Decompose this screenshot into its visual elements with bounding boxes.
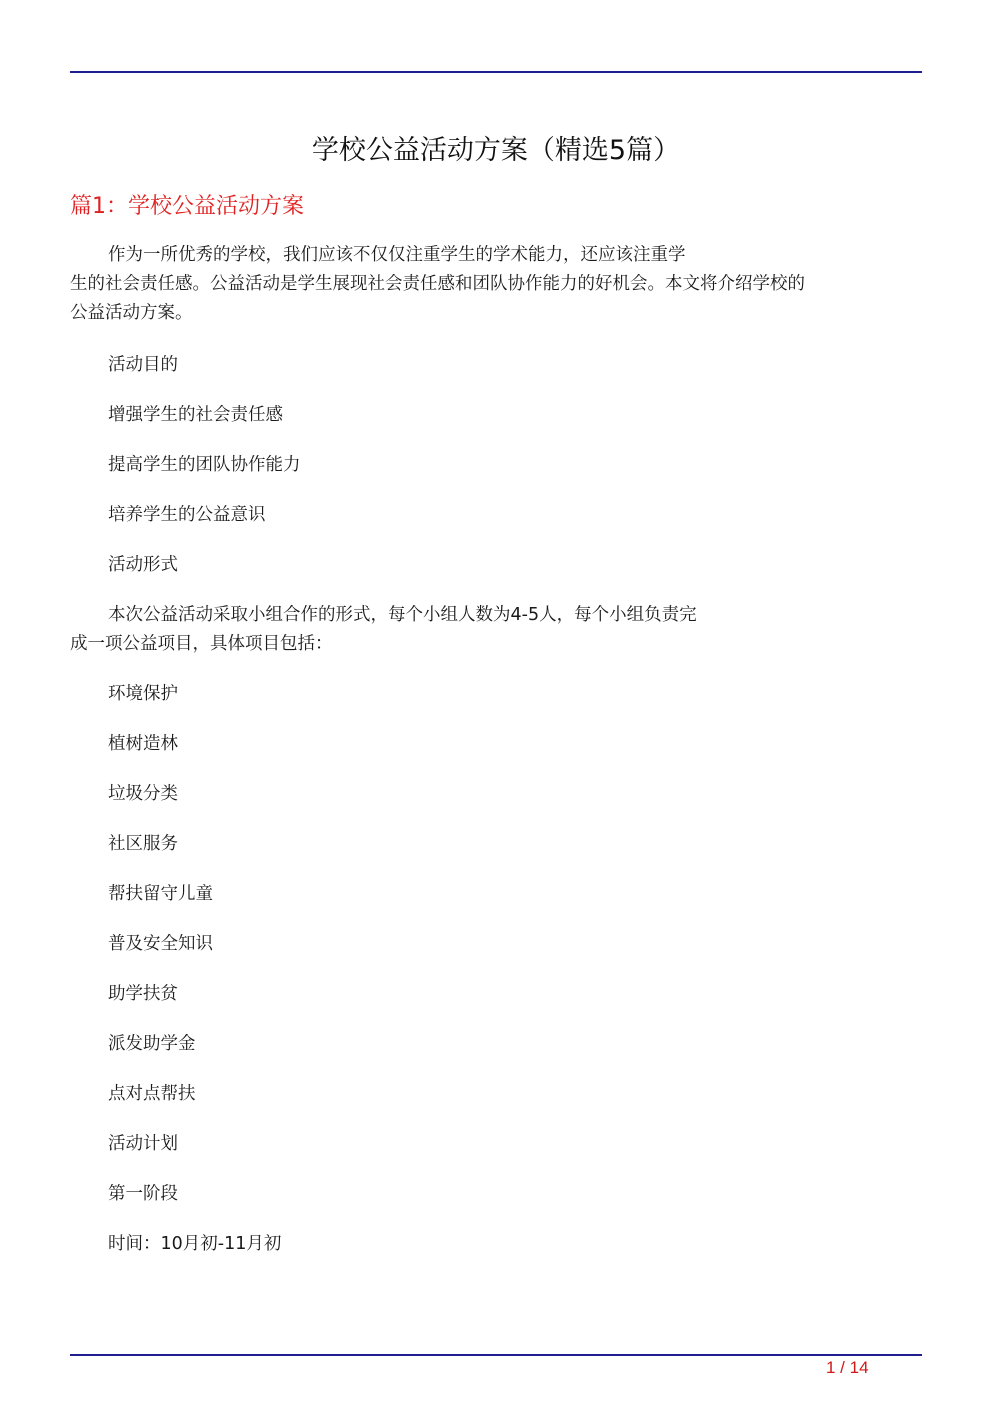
paragraph-line: 生的社会责任感。公益活动是学生展现社会责任感和团队协作能力的好机会。本文将介绍学校的 <box>70 274 805 294</box>
footer-rule <box>70 1354 922 1356</box>
text-line: 活动形式 <box>108 555 178 575</box>
text-line: 垃圾分类 <box>108 784 178 804</box>
text-line: 培养学生的公益意识 <box>108 505 266 525</box>
text-line: 植树造林 <box>108 734 178 754</box>
text-line: 提高学生的团队协作能力 <box>108 455 301 475</box>
text-line: 帮扶留守儿童 <box>108 884 213 904</box>
paragraph-line: 公益活动方案。 <box>70 303 193 323</box>
text-line: 活动计划 <box>108 1134 178 1154</box>
paragraph-line: 本次公益活动采取小组合作的形式，每个小组人数为4-5人，每个小组负责完 <box>108 605 697 625</box>
text-line: 活动目的 <box>108 355 178 375</box>
paragraph-line: 成一项公益项目，具体项目包括： <box>70 634 333 654</box>
document-title: 学校公益活动方案（精选5篇） <box>311 135 681 166</box>
section-heading: 篇1：学校公益活动方案 <box>70 194 304 219</box>
header-rule <box>70 71 922 73</box>
text-line: 第一阶段 <box>108 1184 178 1204</box>
form-paragraph <box>70 601 922 659</box>
text-line: 时间：10月初-11月初 <box>108 1234 282 1254</box>
text-line: 派发助学金 <box>108 1034 196 1054</box>
text-line: 普及安全知识 <box>108 934 213 954</box>
text-line: 环境保护 <box>108 684 178 704</box>
page-number: 1 / 14 <box>826 1358 869 1377</box>
text-line: 增强学生的社会责任感 <box>108 405 283 425</box>
text-line: 点对点帮扶 <box>108 1084 196 1104</box>
text-line: 助学扶贫 <box>108 984 178 1004</box>
text-line: 社区服务 <box>108 834 178 854</box>
intro-paragraph <box>70 241 922 328</box>
paragraph-line: 作为一所优秀的学校，我们应该不仅仅注重学生的学术能力，还应该注重学 <box>108 245 686 265</box>
